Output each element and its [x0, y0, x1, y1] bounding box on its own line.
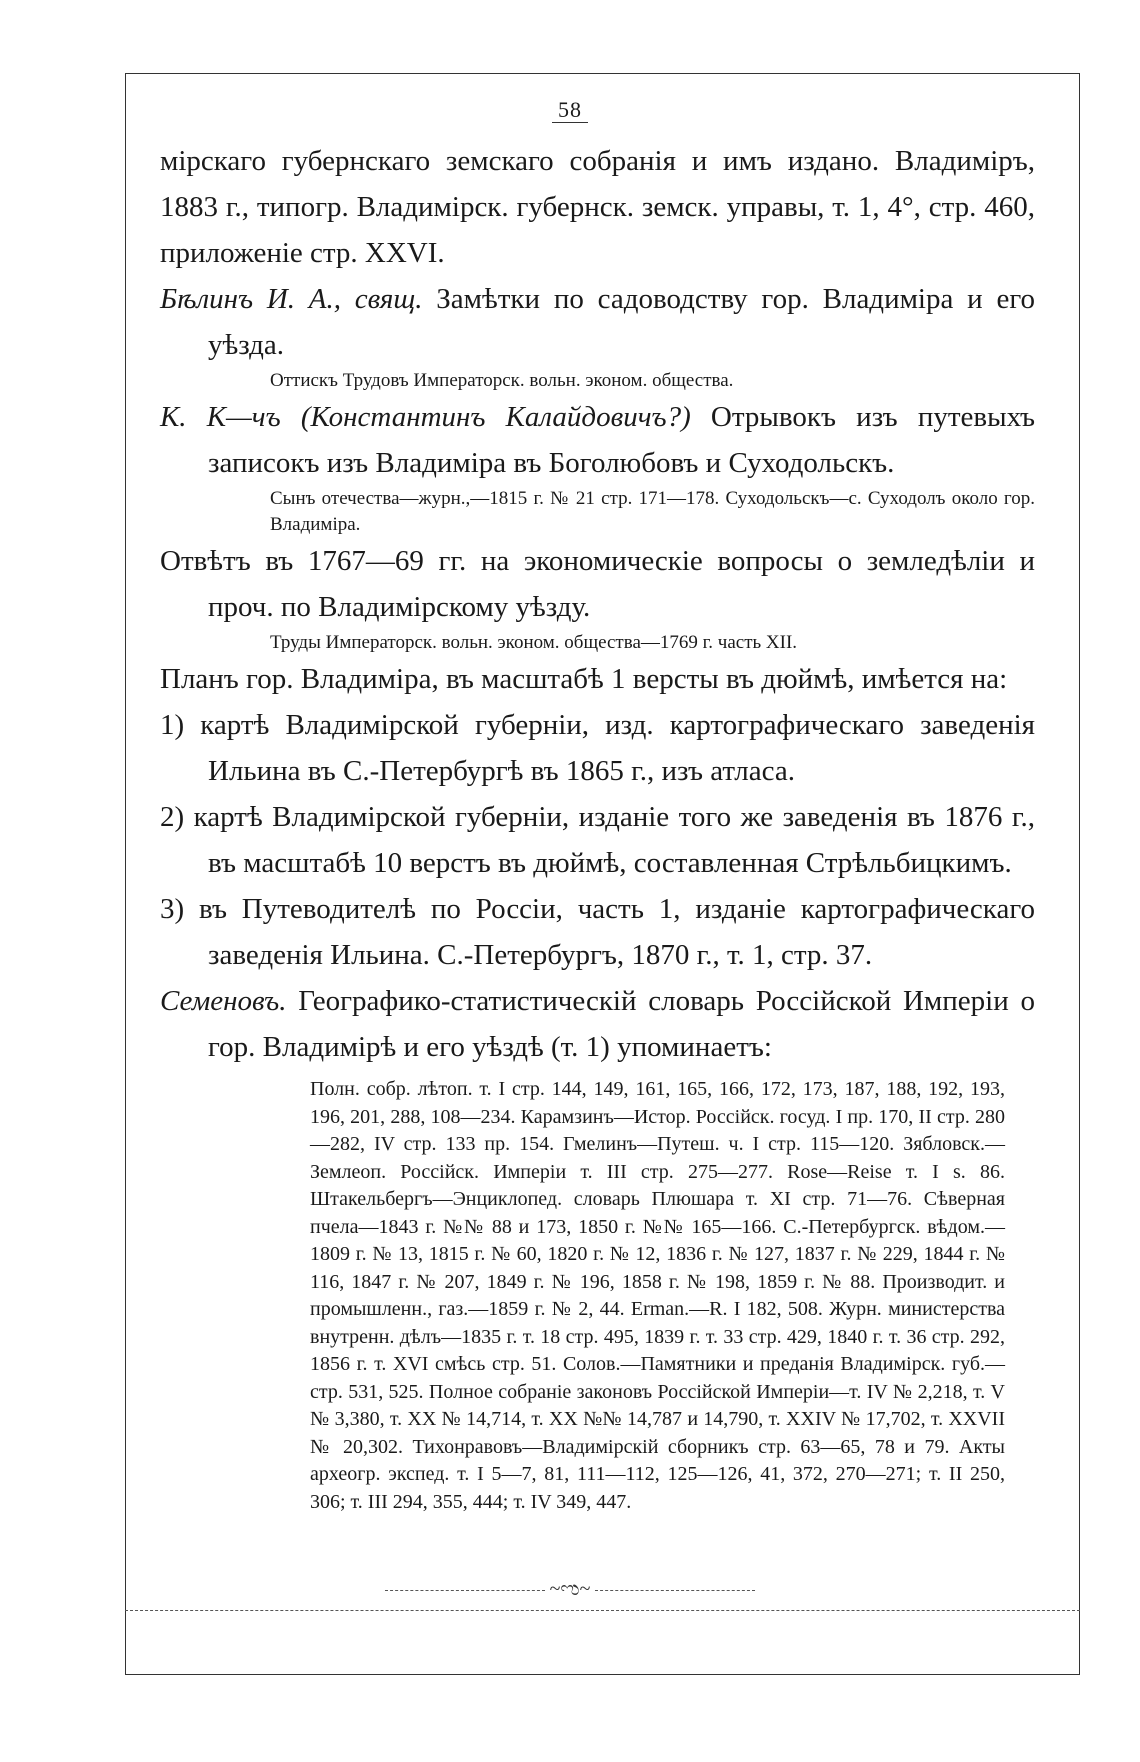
entry-title: Замѣтки по садоводству гор. Владиміра и его уѣзда.	[208, 283, 1035, 361]
entry-title: Отрывокъ изъ путевыхъ записокъ изъ Владиміра въ Боголюбовъ и Суходольскъ.	[208, 401, 1035, 479]
entry-author: Семеновъ.	[160, 985, 287, 1017]
references-block: Полн. собр. лѣтоп. т. I стр. 144, 149, 161, 165, 166, 172, 173, 187, 188, 192, 193, 196, 201, 288, 108—234. Карамзинъ—Истор. Россійск. госуд. I пр. 170, II стр. 280—282, IV стр. 133 пр. 154. Гмелинъ—Путеш. ч. I стр. 115—120. Зябловск.—Землеоп. Россійск. Имперіи т. III стр. 275—277. Rose—Reise т. I s. 86. Штакельбергъ—Энциклопед. словарь Плюшара т. XI стр. 71—76. Сѣверная пчела—1843 г. №№ 88 и 173, 1850 г. №№ 165—166. С.-Петербургск. вѣдом.—1809 г. № 13, 1815 г. № 60, 1820 г. № 12, 1836 г. № 127, 1837 г. № 229, 1844 г. № 116, 1847 г. № 207, 1849 г. № 196, 1858 г. № 198, 1859 г. № 88. Производит. и промышленн., газ.—1859 г. № 2, 44. Erman.—R. I 182, 508. Журн. министерства внутренн. дѣлъ—1835 г. т. 18 стр. 495, 1839 г. т. 33 стр. 429, 1840 г. т. 36 стр. 292, 1856 г. т. XVI смѣсь стр. 51. Солов.—Памятники и преданія Владимірск. губ.—стр. 531, 525. Полное собраніе законовъ Россійской Имперіи—т. IV № 2,218, т. V № 3,380, т. XX № 14,714, т. XX №№ 14,787 и 14,790, т. XXIV № 17,702, т. XXVII № 20,302. Тихонравовъ—Владимірскій сборникъ стр. 63—65, 78 и 79. Акты археогр. экспед. т. I 5—7, 81, 111—112, 125—126, 41, 372, 270—271; т. II 250, 306; т. III 294, 355, 444; т. IV 349, 447.	[310, 1078, 1005, 1513]
ornament-glyph: ~ಌ~	[549, 1578, 591, 1600]
entry-otvet: Отвѣтъ въ 1767—69 гг. на экономическіе вопросы о земледѣліи и проч. по Владимірскому уѣзду.	[160, 545, 1035, 623]
entry-plan: Планъ гор. Владиміра, въ масштабѣ 1 версты въ дюймѣ, имѣется на:	[160, 663, 1008, 695]
paragraph-continuation: мірскаго губернскаго земскаго собранія и имъ издано. Владиміръ, 1883 г., типогр. Владимірск. губернск. земск. управы, т. 1, 4°, стр. 460, приложеніе стр. XXVI.	[160, 145, 1035, 269]
page-body	[160, 138, 1035, 1516]
entry-plan-item-1: 1) картѣ Владимірской губерніи, изд. картографическаго заведенія Ильина въ С.-Петербургѣ въ 1865 г., изъ атласа.	[160, 709, 1035, 787]
entry-note: Сынъ отечества—журн.,—1815 г. № 21 стр. 171—178. Суходольскъ—с. Суходолъ около гор. Владиміра.	[270, 488, 1035, 535]
end-ornament	[0, 1578, 1140, 1601]
entry-belin	[160, 276, 1035, 368]
entry-plan-item-3: 3) въ Путеводителѣ по Россіи, часть 1, изданіе картографическаго заведенія Ильина. С.-Петербургъ, 1870 г., т. 1, стр. 37.	[160, 893, 1035, 971]
entry-kalaydovich	[160, 394, 1035, 486]
ornament-rule-right	[595, 1590, 755, 1591]
entry-semenov	[160, 978, 1035, 1070]
entry-plan-item-2: 2) картѣ Владимірской губерніи, изданіе того же заведенія въ 1876 г., въ масштабѣ 10 верстъ въ дюймѣ, составленная Стрѣльбицкимъ.	[160, 801, 1035, 879]
entry-author: Бѣлинъ И. А., свящ.	[160, 283, 423, 315]
entry-note: Труды Императорск. вольн. эконом. общества—1769 г. часть XII.	[270, 632, 798, 653]
page-number: 58	[0, 97, 1140, 123]
ornament-rule-left	[385, 1590, 545, 1591]
entry-author: К. К—чъ (Константинъ Калайдовичъ?)	[160, 401, 691, 433]
entry-note: Оттискъ Трудовъ Императорск. вольн. эконом. общества.	[270, 370, 734, 391]
entry-title: Географико-статистическій словарь Россійской Имперіи о гор. Владимірѣ и его уѣздѣ (т. 1) упоминаетъ:	[208, 985, 1035, 1063]
bottom-rule	[125, 1610, 1080, 1611]
